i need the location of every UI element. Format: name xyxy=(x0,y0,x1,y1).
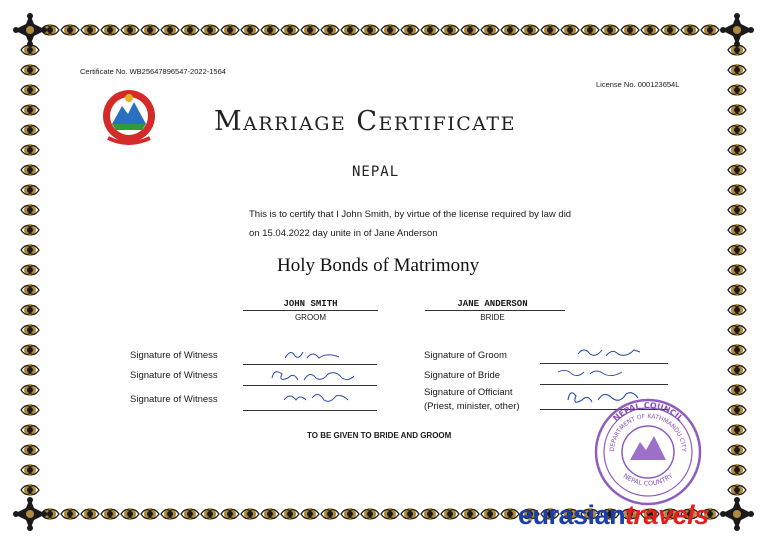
border-ornament xyxy=(401,24,419,36)
border-ornament xyxy=(441,24,459,36)
border-ornament xyxy=(381,24,399,36)
border-ornament xyxy=(461,508,479,520)
official-seal-stamp xyxy=(590,396,706,508)
distribution-note: TO BE GIVEN TO BRIDE AND GROOM xyxy=(307,431,452,440)
border-ornament xyxy=(421,508,439,520)
border-ornament xyxy=(161,24,179,36)
border-ornament xyxy=(728,364,746,376)
border-ornament xyxy=(181,508,199,520)
bride-role: BRIDE xyxy=(480,313,505,322)
border-ornament xyxy=(661,24,679,36)
eurasian-travels-watermark xyxy=(518,500,709,531)
border-ornament xyxy=(21,144,39,156)
witness-3-label: Signature of Witness xyxy=(130,394,218,405)
certify-line-2: on 15.04.2022 day unite in of Jane Anderson xyxy=(249,228,438,239)
border-ornament xyxy=(21,204,39,216)
border-ornament xyxy=(21,484,39,496)
border-ornament xyxy=(21,304,39,316)
border-ornament xyxy=(521,24,539,36)
border-ornament xyxy=(21,324,39,336)
border-ornament xyxy=(461,24,479,36)
border-ornament xyxy=(21,284,39,296)
license-number: License No. 000123654L xyxy=(596,80,680,89)
bride-signature-label: Signature of Bride xyxy=(424,370,501,381)
matrimony-heading: Holy Bonds of Matrimony xyxy=(277,255,480,276)
border-ornament xyxy=(728,284,746,296)
border-ornament xyxy=(481,24,499,36)
border-ornament xyxy=(621,24,639,36)
border-ornament xyxy=(561,24,579,36)
witness-3-line xyxy=(243,410,377,411)
border-ornament xyxy=(21,384,39,396)
certificate-number: Certificate No. WB25647896547-2022-1564 xyxy=(80,67,226,76)
border-ornament xyxy=(728,464,746,476)
border-ornament xyxy=(728,484,746,496)
certify-line-1: This is to certify that I John Smith, by virtue of the license required by law did xyxy=(249,209,572,220)
border-ornament xyxy=(728,204,746,216)
witness-1-label: Signature of Witness xyxy=(130,350,218,361)
border-ornament xyxy=(21,124,39,136)
border-ornament xyxy=(281,508,299,520)
border-ornament xyxy=(21,444,39,456)
border-ornament xyxy=(181,24,199,36)
border-ornament xyxy=(601,24,619,36)
groom-role: GROOM xyxy=(294,313,327,322)
border-ornament xyxy=(201,508,219,520)
stamp-bottom-text: NEPAL COUNTRY xyxy=(621,471,675,488)
border-ornament xyxy=(241,508,259,520)
border-ornament xyxy=(728,404,746,416)
border-ornament xyxy=(728,184,746,196)
border-ornament xyxy=(728,424,746,436)
border-ornament xyxy=(21,404,39,416)
officiant-signature-label: Signature of Officiant xyxy=(424,387,513,398)
border-ornament xyxy=(221,24,239,36)
corner-ornament xyxy=(720,13,754,47)
border-ornament xyxy=(261,24,279,36)
border-ornament xyxy=(728,144,746,156)
border-ornament xyxy=(121,508,139,520)
corner-ornament xyxy=(13,13,47,47)
stamp-top-text: NEPAL COUNCIL xyxy=(611,400,685,424)
border-ornament xyxy=(21,164,39,176)
border-ornament xyxy=(21,184,39,196)
bride-signature-line xyxy=(540,384,668,385)
border-ornament xyxy=(21,64,39,76)
border-ornament xyxy=(481,508,499,520)
groom-name-line xyxy=(243,310,378,311)
border-ornament xyxy=(101,24,119,36)
witness-2-label: Signature of Witness xyxy=(130,370,218,381)
border-ornament xyxy=(581,24,599,36)
border-ornament xyxy=(121,24,139,36)
border-ornament xyxy=(501,508,519,520)
border-ornament xyxy=(201,24,219,36)
border-ornament xyxy=(728,244,746,256)
groom-signature-label: Signature of Groom xyxy=(424,350,507,361)
border-ornament xyxy=(728,224,746,236)
officiant-subtitle: (Priest, minister, other) xyxy=(424,401,520,412)
border-ornament xyxy=(21,244,39,256)
border-ornament xyxy=(728,124,746,136)
border-ornament xyxy=(401,508,419,520)
border-ornament xyxy=(341,508,359,520)
groom-name: JOHN SMITH xyxy=(283,299,338,309)
border-ornament xyxy=(141,24,159,36)
border-ornament xyxy=(361,24,379,36)
border-ornament xyxy=(421,24,439,36)
bride-name: JANE ANDERSON xyxy=(457,299,528,309)
corner-ornament xyxy=(720,497,754,531)
border-ornament xyxy=(321,508,339,520)
border-ornament xyxy=(161,508,179,520)
border-ornament xyxy=(541,24,559,36)
border-ornament xyxy=(21,84,39,96)
border-ornament xyxy=(61,24,79,36)
border-ornament xyxy=(381,508,399,520)
border-ornament xyxy=(301,508,319,520)
border-ornament xyxy=(728,104,746,116)
border-ornament xyxy=(728,324,746,336)
nepal-emblem-icon xyxy=(98,88,160,148)
bride-signature xyxy=(556,364,626,385)
country-name: NEPAL xyxy=(352,164,400,180)
border-ornament xyxy=(21,424,39,436)
border-ornament xyxy=(21,104,39,116)
border-ornament xyxy=(728,384,746,396)
border-ornament xyxy=(21,224,39,236)
border-ornament xyxy=(501,24,519,36)
border-ornament xyxy=(261,508,279,520)
border-ornament xyxy=(81,24,99,36)
border-ornament xyxy=(21,344,39,356)
certificate-title: Marriage Certificate xyxy=(214,106,516,137)
witness-2-line xyxy=(243,385,377,386)
border-ornament xyxy=(728,344,746,356)
border-ornament xyxy=(728,64,746,76)
border-ornament xyxy=(301,24,319,36)
witness-1-line xyxy=(243,364,377,365)
border-ornament xyxy=(21,464,39,476)
border-ornament xyxy=(728,164,746,176)
border-ornament xyxy=(341,24,359,36)
witness-3-signature xyxy=(282,388,352,409)
border-ornament xyxy=(221,508,239,520)
stamp-ring-text: DEPARTMENT OF KATHMANDU CITY xyxy=(608,412,688,452)
border-ornament xyxy=(281,24,299,36)
border-ornament xyxy=(681,24,699,36)
groom-signature xyxy=(576,344,642,365)
border-ornament xyxy=(21,264,39,276)
border-ornament xyxy=(701,24,719,36)
border-ornament xyxy=(728,304,746,316)
border-ornament xyxy=(141,508,159,520)
corner-ornament xyxy=(13,497,47,531)
border-ornament xyxy=(101,508,119,520)
watermark-part-2: travels xyxy=(625,500,709,530)
border-ornament xyxy=(361,508,379,520)
border-ornament xyxy=(728,264,746,276)
border-ornament xyxy=(81,508,99,520)
border-ornament xyxy=(728,84,746,96)
bride-name-line xyxy=(425,310,565,311)
border-ornament xyxy=(241,24,259,36)
border-ornament xyxy=(21,364,39,376)
border-ornament xyxy=(641,24,659,36)
border-ornament xyxy=(321,24,339,36)
border-ornament xyxy=(728,444,746,456)
watermark-part-1: eurasian xyxy=(518,500,626,530)
border-ornament xyxy=(61,508,79,520)
svg-text:NEPAL COUNTRY xyxy=(622,472,675,488)
border-ornament xyxy=(441,508,459,520)
